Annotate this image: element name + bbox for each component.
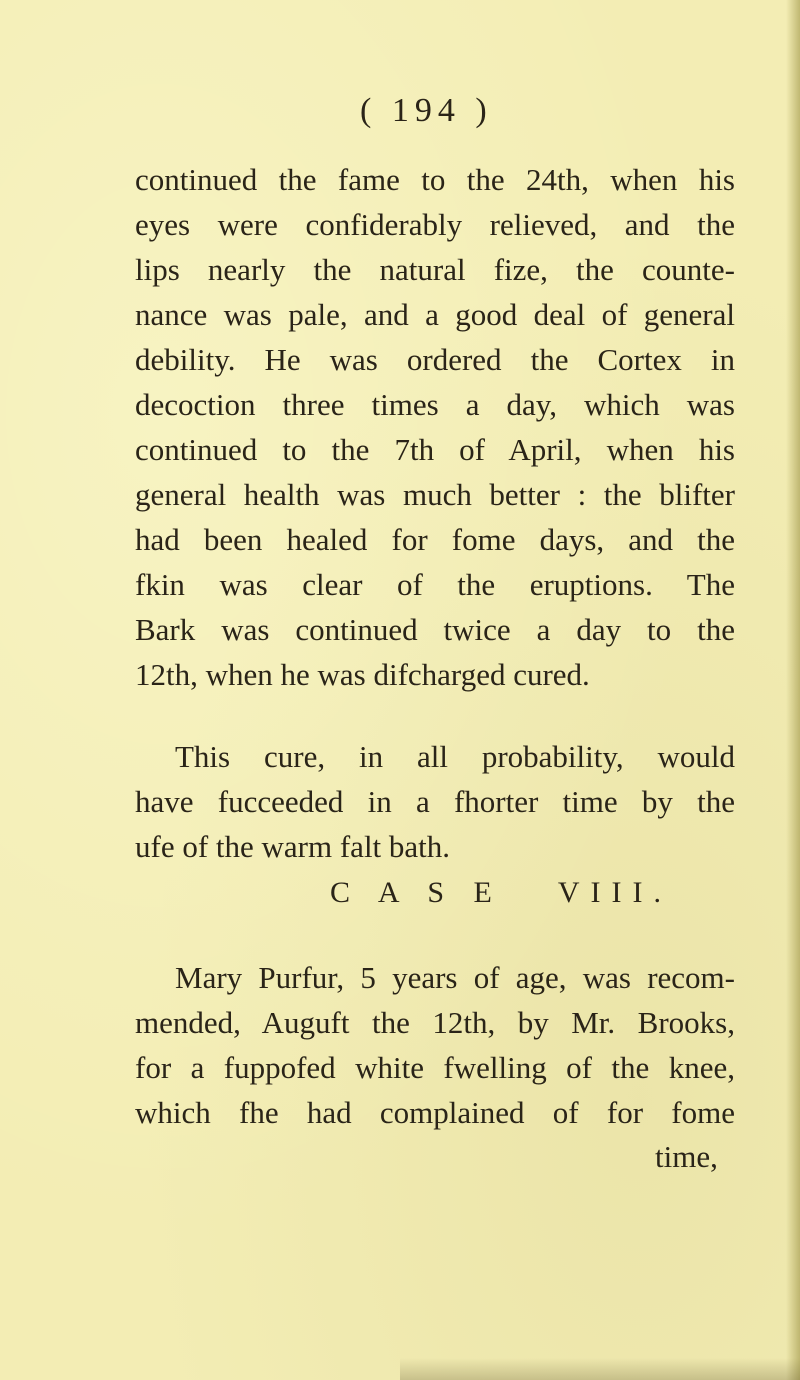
text-line: had been healed for fome days, and the bbox=[135, 522, 735, 557]
text-line: Mary Purfur, 5 years of age, was recom- bbox=[175, 960, 735, 995]
text-line: debility. He was ordered the Cortex in bbox=[135, 342, 735, 377]
page-edge-shadow bbox=[786, 0, 800, 1380]
text-line: 12th, when he was difcharged cured. bbox=[135, 657, 590, 692]
catchword: time, bbox=[655, 1139, 718, 1174]
text-line: have fucceeded in a fhorter time by the bbox=[135, 784, 735, 819]
text-line: nance was pale, and a good deal of general bbox=[135, 297, 735, 332]
text-line: continued the fame to the 24th, when his bbox=[135, 162, 735, 197]
text-line: general health was much better : the blifter bbox=[135, 477, 735, 512]
text-line: decoction three times a day, which was bbox=[135, 387, 735, 422]
text-line: for a fuppofed white fwelling of the knee, bbox=[135, 1050, 735, 1085]
text-line: This cure, in all probability, would bbox=[175, 739, 735, 774]
text-line: which fhe had complained of for fome bbox=[135, 1095, 735, 1130]
text-line: fkin was clear of the eruptions. The bbox=[135, 567, 735, 602]
text-line: continued to the 7th of April, when his bbox=[135, 432, 735, 467]
text-line: eyes were confiderably relieved, and the bbox=[135, 207, 735, 242]
case-heading: C A S E VIII. bbox=[330, 876, 672, 909]
text-line: lips nearly the natural fize, the counte- bbox=[135, 252, 735, 287]
text-line: Bark was continued twice a day to the bbox=[135, 612, 735, 647]
page-bottom-shadow bbox=[400, 1358, 800, 1380]
page-number: ( 194 ) bbox=[360, 92, 493, 129]
text-line: ufe of the warm falt bath. bbox=[135, 829, 451, 864]
text-line: mended, Auguft the 12th, by Mr. Brooks, bbox=[135, 1005, 735, 1040]
